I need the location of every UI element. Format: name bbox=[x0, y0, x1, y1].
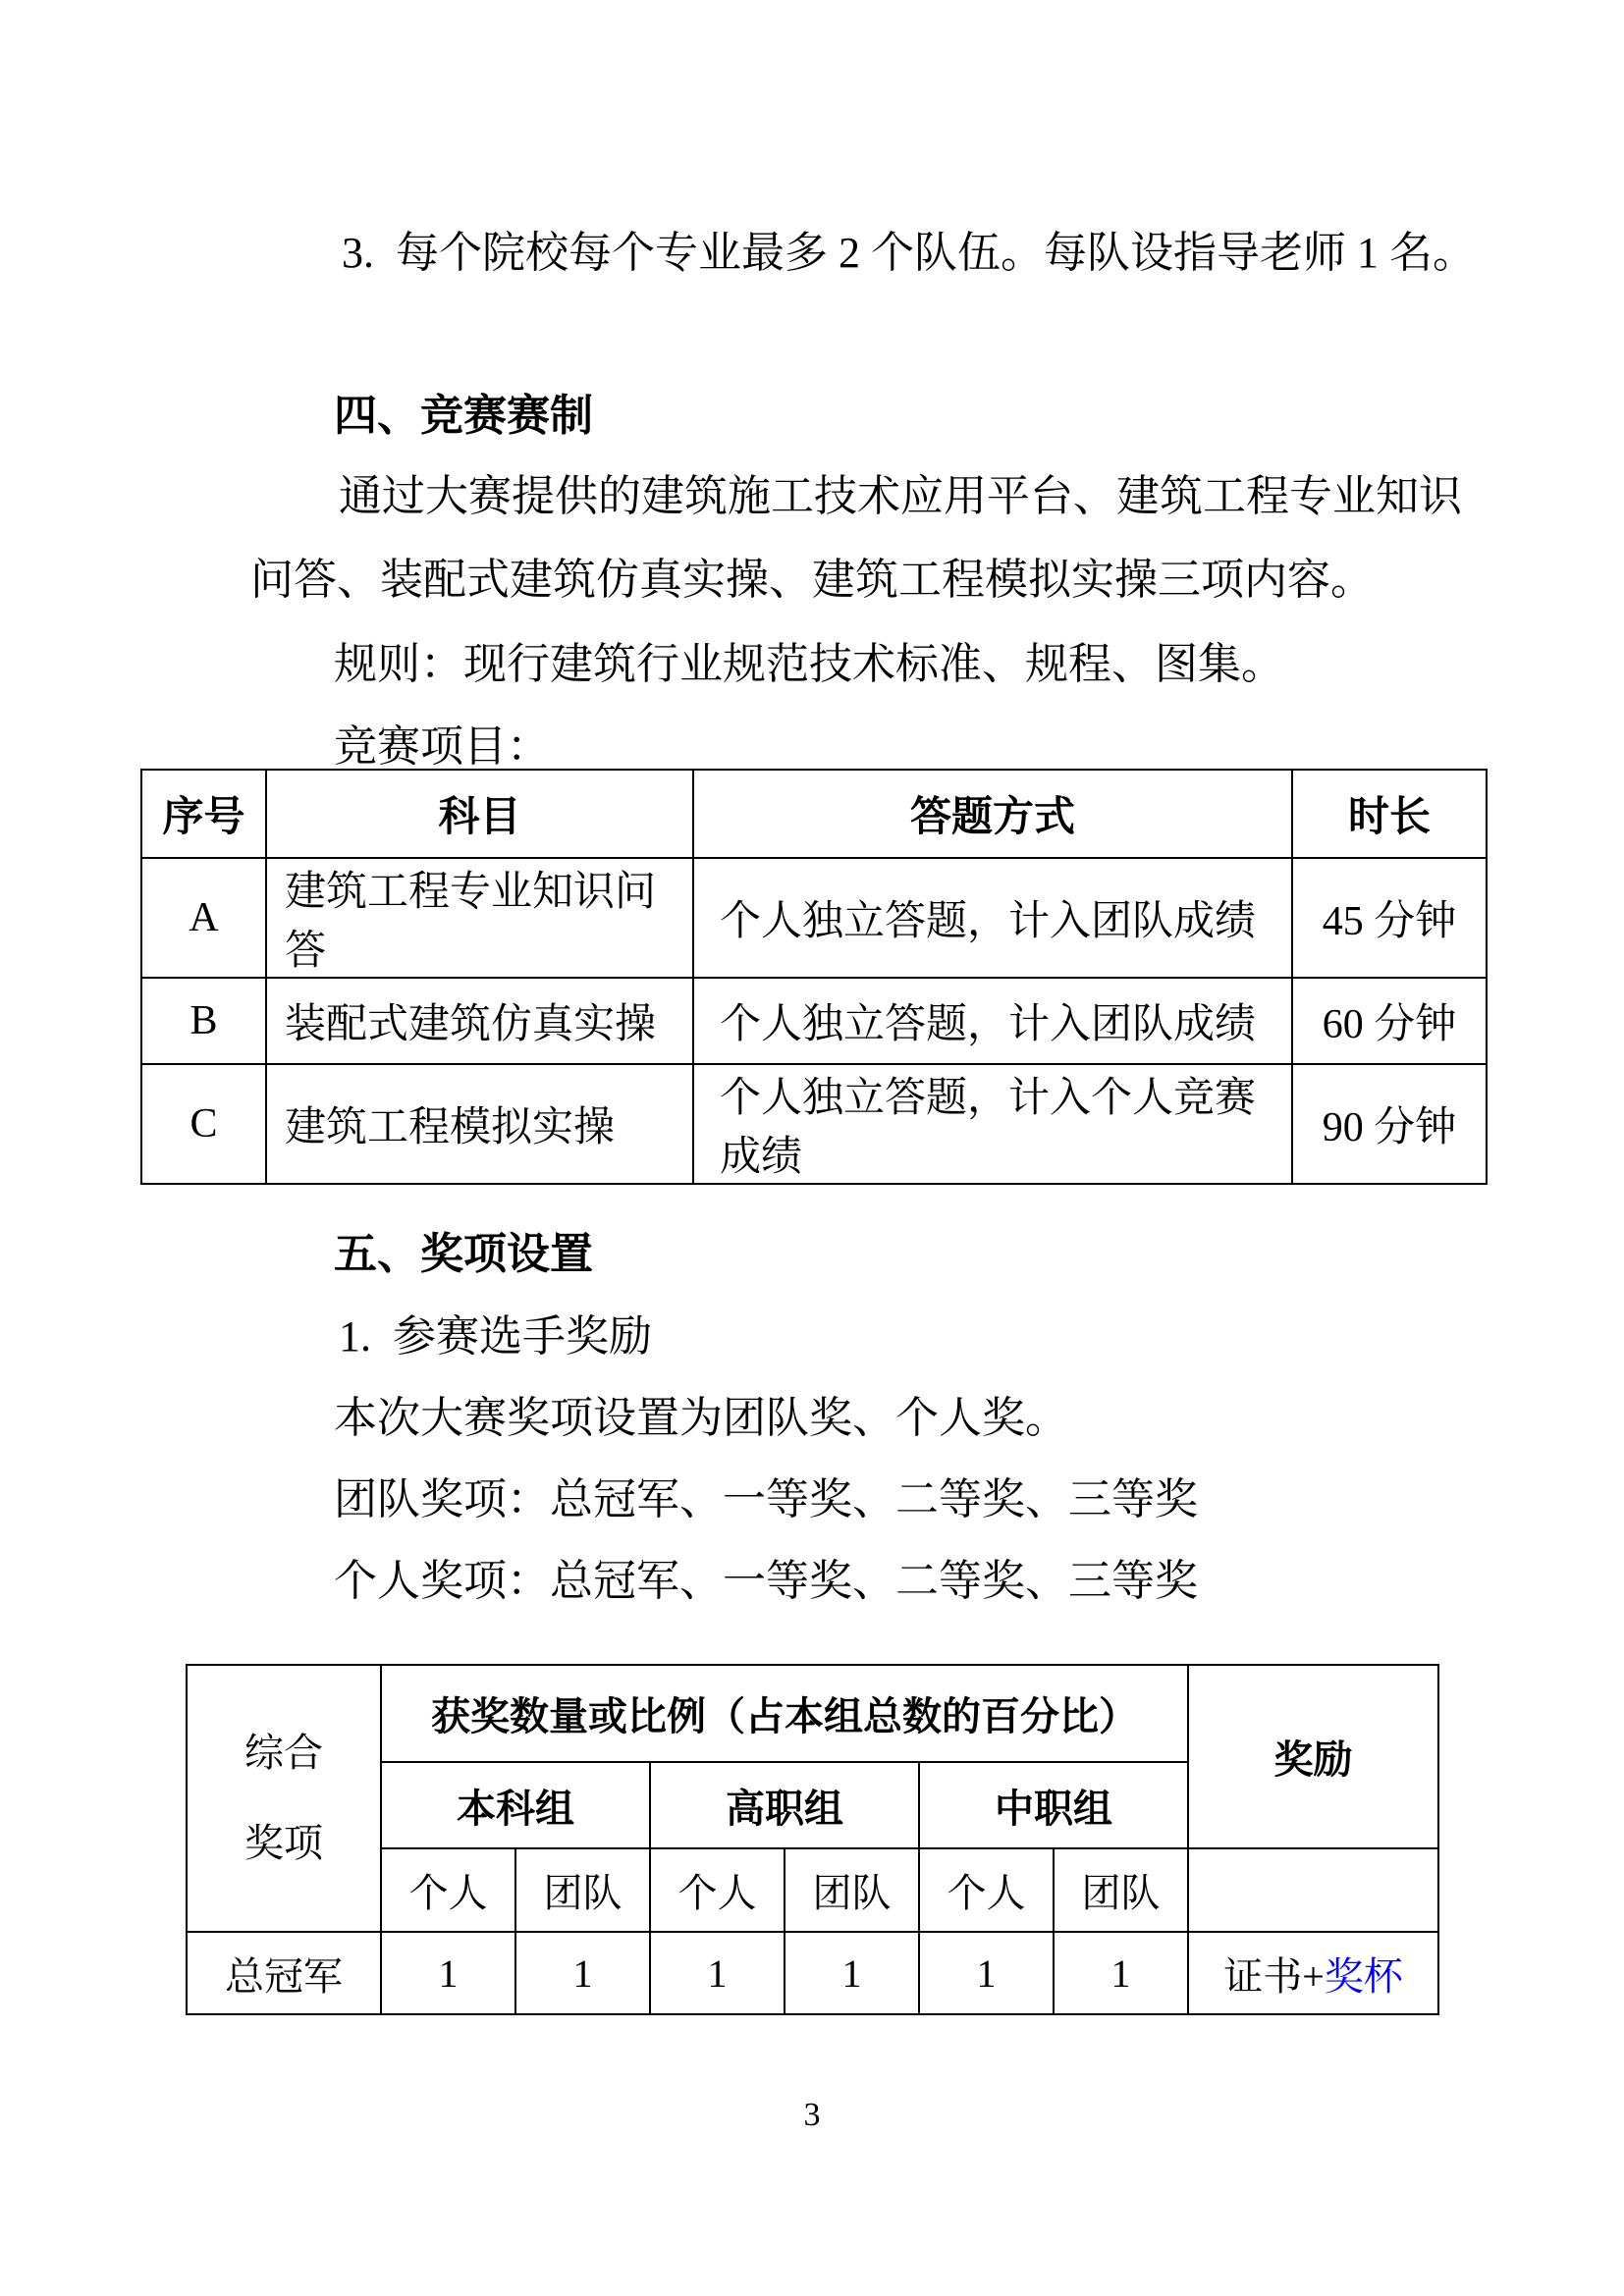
col-header-reward: 奖励 bbox=[1188, 1665, 1438, 1848]
cell-duration: 45 分钟 bbox=[1292, 858, 1487, 978]
competition-items-table bbox=[140, 769, 1488, 1185]
sub-header-team: 团队 bbox=[515, 1848, 650, 1932]
sub-header-individual: 个人 bbox=[381, 1848, 515, 1932]
table-row bbox=[141, 1064, 1487, 1184]
sub-header-individual: 个人 bbox=[650, 1848, 785, 1932]
reward-text-certificate: 证书+ bbox=[1223, 1953, 1325, 1999]
section-heading-5: 五、奖项设置 bbox=[334, 1230, 593, 1278]
category-line-1: 综合 bbox=[244, 1731, 323, 1775]
award-label: 总冠军 bbox=[187, 1932, 381, 2014]
awards-header-row-1 bbox=[187, 1665, 1438, 1762]
cell-duration: 60 分钟 bbox=[1292, 978, 1487, 1064]
table-row bbox=[141, 978, 1487, 1064]
cell-index: C bbox=[141, 1064, 266, 1184]
awards-data-row bbox=[187, 1932, 1438, 2014]
awards-table bbox=[186, 1664, 1439, 2015]
cell-index: A bbox=[141, 858, 266, 978]
award-count: 1 bbox=[919, 1932, 1054, 2014]
table-row bbox=[141, 858, 1487, 978]
award-count: 1 bbox=[515, 1932, 650, 2014]
col-header-category bbox=[187, 1665, 381, 1932]
cell-duration: 90 分钟 bbox=[1292, 1064, 1487, 1184]
cell-subject: 建筑工程专业知识问答 bbox=[266, 858, 693, 978]
personal-awards-line: 个人奖项：总冠军、一等奖、二等奖、三等奖 bbox=[334, 1557, 1198, 1605]
rules-line: 规则：现行建筑行业规范技术标准、规程、图集。 bbox=[334, 640, 1284, 688]
awards-intro: 本次大赛奖项设置为团队奖、个人奖。 bbox=[334, 1394, 1068, 1442]
group-header-secondary-vocational: 中职组 bbox=[919, 1762, 1188, 1848]
cell-mode: 个人独立答题，计入团队成绩 bbox=[693, 858, 1292, 978]
span-header-quantity: 获奖数量或比例（占本组总数的百分比） bbox=[381, 1665, 1188, 1762]
reward-cell bbox=[1188, 1932, 1438, 2014]
table-header-row bbox=[141, 770, 1487, 858]
page-number: 3 bbox=[803, 2097, 821, 2133]
award-count: 1 bbox=[381, 1932, 515, 2014]
empty-reward-subcell bbox=[1188, 1848, 1438, 1932]
group-header-vocational-college: 高职组 bbox=[650, 1762, 919, 1848]
paragraph-line-1: 通过大赛提供的建筑施工技术应用平台、建筑工程专业知识 bbox=[339, 472, 1462, 520]
award-count: 1 bbox=[785, 1932, 919, 2014]
cell-mode: 个人独立答题，计入团队成绩 bbox=[693, 978, 1292, 1064]
award-count: 1 bbox=[650, 1932, 785, 2014]
col-header-subject: 科目 bbox=[266, 770, 693, 858]
category-line-2: 奖项 bbox=[244, 1821, 323, 1865]
paragraph-line-2: 问答、装配式建筑仿真实操、建筑工程模拟实操三项内容。 bbox=[250, 556, 1374, 604]
sub-item-1: 1. 参赛选手奖励 bbox=[339, 1312, 652, 1361]
cell-mode: 个人独立答题，计入个人竞赛成绩 bbox=[693, 1064, 1292, 1184]
cell-subject: 装配式建筑仿真实操 bbox=[266, 978, 693, 1064]
col-header-duration: 时长 bbox=[1292, 770, 1487, 858]
cell-index: B bbox=[141, 978, 266, 1064]
list-item-3: 3. 每个院校每个专业最多 2 个队伍。每队设指导老师 1 名。 bbox=[342, 229, 1476, 277]
items-label: 竞赛项目： bbox=[334, 722, 550, 771]
cell-subject: 建筑工程模拟实操 bbox=[266, 1064, 693, 1184]
section-heading-4: 四、竞赛赛制 bbox=[334, 392, 593, 440]
col-header-mode: 答题方式 bbox=[693, 770, 1292, 858]
sub-header-individual: 个人 bbox=[919, 1848, 1054, 1932]
team-awards-line: 团队奖项：总冠军、一等奖、二等奖、三等奖 bbox=[334, 1475, 1198, 1523]
group-header-undergraduate: 本科组 bbox=[381, 1762, 650, 1848]
reward-text-trophy: 奖杯 bbox=[1324, 1953, 1403, 1999]
sub-header-team: 团队 bbox=[785, 1848, 919, 1932]
col-header-index: 序号 bbox=[141, 770, 266, 858]
award-count: 1 bbox=[1054, 1932, 1188, 2014]
sub-header-team: 团队 bbox=[1054, 1848, 1188, 1932]
